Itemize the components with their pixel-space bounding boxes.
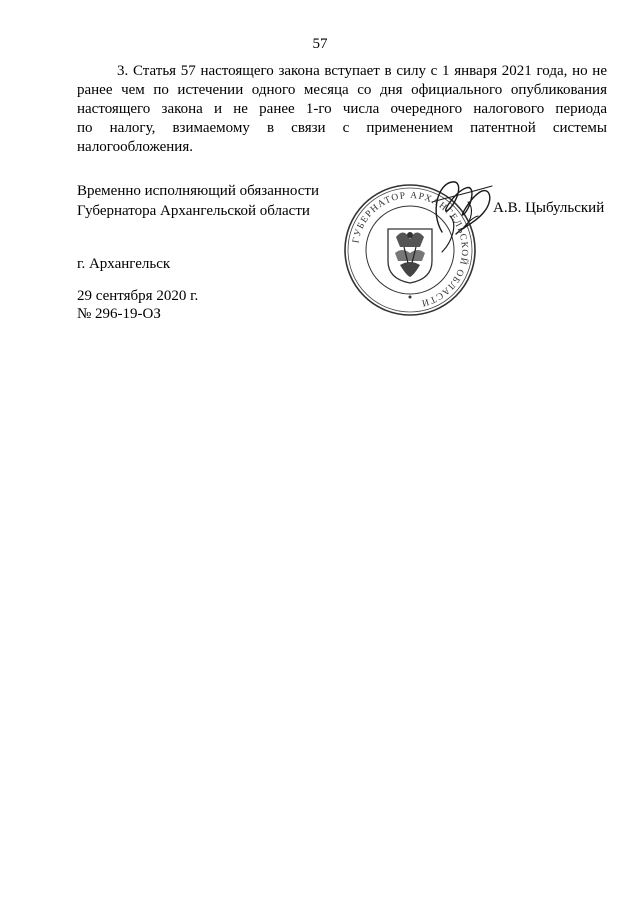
signatory-name: А.В. Цыбульский [493,200,605,216]
paragraph-line: налогообложения. [77,139,193,155]
law-date-number [77,287,198,323]
signatory-title-line: Губернатора Архангельской области [77,203,310,219]
signatory-title-line: Временно исполняющий обязанности [77,183,320,199]
seal-ring-text: ГУБЕРНАТОР АРХАНГЕЛЬСКОЙ ОБЛАСТИ [351,190,470,308]
paragraph-line: ранее чем по истечении одного месяца со дня официального опубликования [77,82,607,98]
law-number: № 296-19-ОЗ [77,306,161,322]
signatory-title [77,181,319,221]
article-paragraph [77,62,607,157]
page-number: 57 [312,36,328,52]
paragraph-line: 3. Статья 57 настоящего закона вступает в силу с 1 января 2021 года, но не [117,63,607,79]
paragraph-line: по налогу, взимаемому в связи с применением патентной системы [77,120,607,136]
handwritten-signature [412,172,504,262]
signing-city: г. Архангельск [77,256,171,272]
signing-date: 29 сентября 2020 г. [77,288,199,304]
paragraph-line: настоящего закона и не ранее 1-го числа очередного налогового периода [77,101,607,117]
